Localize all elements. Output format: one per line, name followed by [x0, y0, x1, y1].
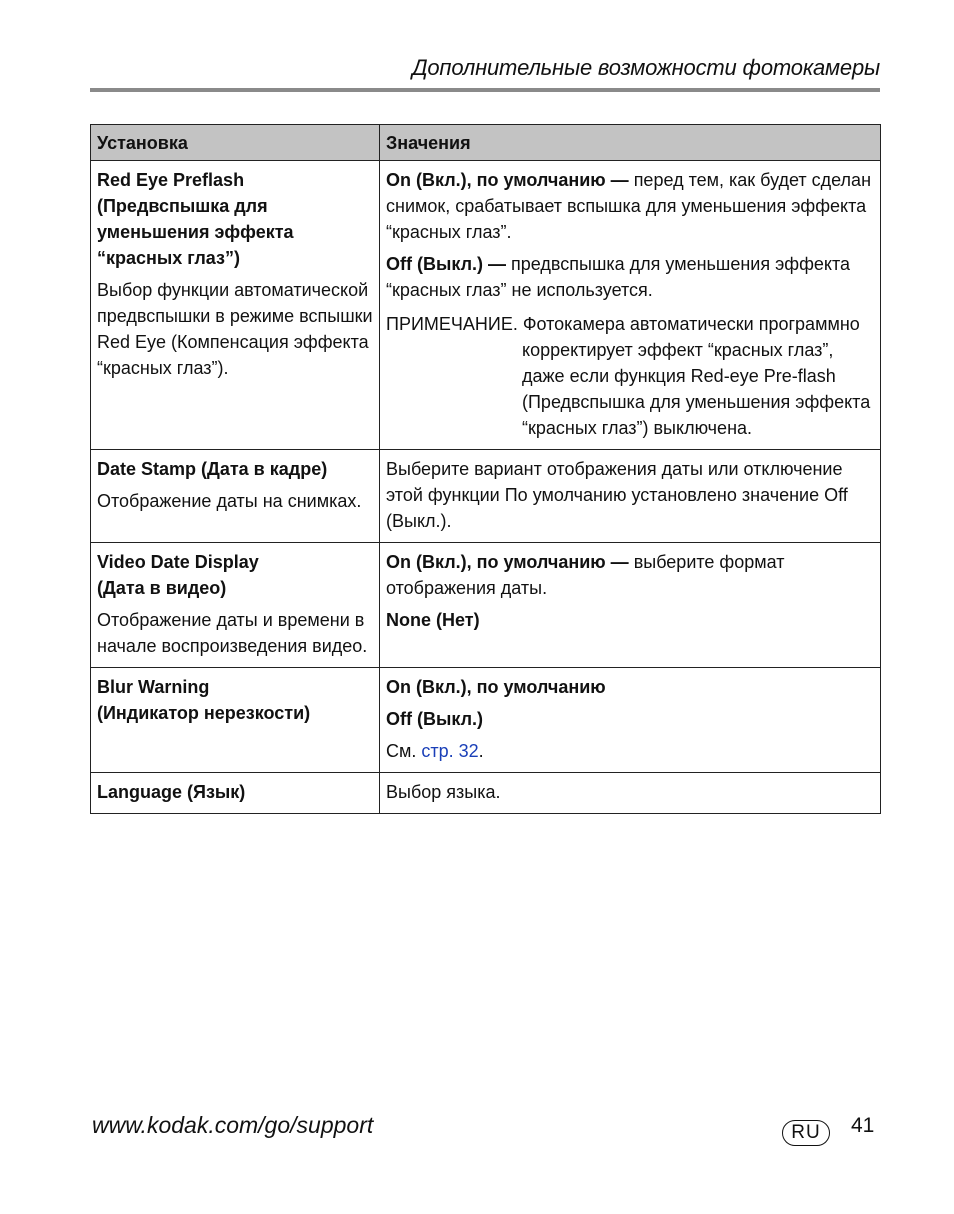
setting-name: Language (Язык): [97, 782, 246, 802]
table-row-red-eye-preflash: [91, 161, 881, 450]
note-body: корректирует эффект “красных глаз”, даже если функция Red-eye Pre-flash (Предвспышка для уменьшения эффекта “красных глаз”) выключена.: [522, 340, 871, 438]
value-description: Выберите вариант отображения даты или отключение этой функции По умолчанию установлено значение Off (Выкл.).: [386, 459, 848, 531]
table-row-blur-warning: [91, 668, 881, 773]
settings-table: [90, 124, 881, 814]
see-also: См. стр. 32.: [386, 741, 484, 761]
value-option-off: Off (Выкл.): [386, 709, 484, 729]
setting-name: Video Date Display (Дата в видео): [97, 552, 259, 598]
note-first-line: ПРИМЕЧАНИЕ. Фотокамера автоматически программно: [386, 314, 860, 334]
page-number: 41: [851, 1114, 875, 1137]
setting-name: Blur Warning (Индикатор нерезкости): [97, 677, 311, 723]
setting-cell: [91, 773, 380, 814]
setting-cell: [91, 543, 380, 668]
value-option-off: Off (Выкл.) — предвспышка для уменьшения эффекта “красных глаз” не используется.: [386, 254, 851, 300]
table-header-row: [91, 125, 881, 161]
setting-description: Отображение даты на снимках.: [97, 491, 362, 511]
language-badge: RU: [782, 1120, 830, 1146]
table-row-language: [91, 773, 881, 814]
values-cell: [380, 773, 881, 814]
setting-description: Отображение даты и времени в начале воспроизведения видео.: [97, 610, 368, 656]
setting-cell: [91, 450, 380, 543]
setting-name: Red Eye Preflash (Предвспышка для уменьшения эффекта “красных глаз”): [97, 170, 294, 268]
values-cell: [380, 668, 881, 773]
values-cell: [380, 450, 881, 543]
note-block: [386, 311, 874, 441]
setting-cell: [91, 161, 380, 450]
values-cell: [380, 161, 881, 450]
setting-cell: [91, 668, 380, 773]
setting-description: Выбор функции автоматической предвспышки в режиме вспышки Red Eye (Компенсация эффекта “красных глаз”).: [97, 280, 373, 378]
value-option-on: On (Вкл.), по умолчанию: [386, 677, 606, 697]
column-header-setting: Установка: [91, 125, 380, 161]
footer-support-url: www.kodak.com/go/support: [92, 1112, 374, 1138]
value-description: Выбор языка.: [386, 782, 501, 802]
header-divider: [90, 88, 880, 92]
page-header-title: Дополнительные возможности фотокамеры: [412, 55, 880, 80]
table-row-video-date-display: [91, 543, 881, 668]
column-header-values: Значения: [380, 125, 881, 161]
table-row-date-stamp: [91, 450, 881, 543]
value-option-on: On (Вкл.), по умолчанию — перед тем, как будет сделан снимок, срабатывает вспышка для уменьшения эффекта “красных глаз”.: [386, 170, 872, 242]
page-reference-link[interactable]: стр. 32: [421, 741, 479, 761]
setting-name: Date Stamp (Дата в кадре): [97, 459, 328, 479]
value-option-none: None (Нет): [386, 610, 480, 630]
values-cell: [380, 543, 881, 668]
value-option-on: On (Вкл.), по умолчанию — выберите формат отображения даты.: [386, 552, 785, 598]
